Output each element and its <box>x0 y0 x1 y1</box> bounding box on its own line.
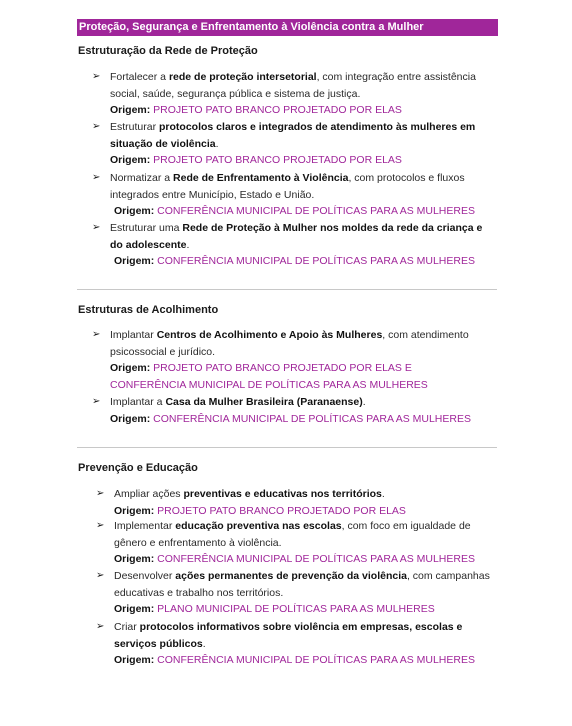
arrow-bullet-icon: ➢ <box>92 222 101 233</box>
item-text-segment: Estruturar uma <box>110 222 183 234</box>
item-text-segment: . <box>186 238 190 251</box>
list-item <box>92 327 492 393</box>
arrow-bullet-icon: ➢ <box>96 520 105 531</box>
list-item <box>96 518 496 568</box>
item-text-emphasis: Casa da Mulher Brasileira (Paranaense) <box>165 396 363 408</box>
origin-label: Origem: <box>110 154 151 166</box>
item-text-segment: Implementar <box>114 520 176 532</box>
item-text <box>110 327 492 360</box>
item-text-emphasis: Rede de Proteção à Mulher nos moldes da rede da criança e do adolescente <box>110 222 483 251</box>
item-text-emphasis: Centros de Acolhimento e Apoio às Mulheres <box>156 329 383 341</box>
item-text-emphasis: ações permanentes de prevenção da violência <box>175 570 407 582</box>
item-origin <box>110 360 470 393</box>
section-divider <box>77 447 497 448</box>
item-text-segment: . <box>215 137 219 150</box>
list-item <box>92 170 492 220</box>
section-heading-acolhimento: Estruturas de Acolhimento <box>78 304 219 316</box>
item-text <box>114 619 496 652</box>
section-banner-title: Proteção, Segurança e Enfrentamento à Violência contra a Mulher <box>77 19 498 36</box>
origin-value: PLANO MUNICIPAL DE POLÍTICAS PARA AS MULHERES <box>154 603 435 615</box>
item-text-segment: . <box>202 637 206 650</box>
item-origin <box>114 253 492 270</box>
item-text-emphasis: rede de proteção intersetorial <box>168 71 317 83</box>
item-origin <box>110 411 492 428</box>
item-origin <box>114 601 496 618</box>
origin-label: Origem: <box>114 504 155 517</box>
item-text-emphasis: educação preventiva nas escolas <box>175 520 342 532</box>
item-text-segment: Implantar <box>110 329 157 341</box>
item-origin <box>114 503 496 520</box>
origin-value: CONFERÊNCIA MUNICIPAL DE POLÍTICAS PARA AS MULHERES <box>154 255 475 267</box>
list-item <box>96 486 496 519</box>
origin-label: Origem: <box>110 104 151 116</box>
list-item <box>92 69 492 119</box>
list-item <box>92 394 492 427</box>
arrow-bullet-icon: ➢ <box>92 396 101 407</box>
item-text-emphasis: Rede de Enfrentamento à Violência <box>173 172 349 184</box>
item-text <box>110 220 492 253</box>
item-text <box>110 69 492 102</box>
item-text-segment: Implantar a <box>110 396 166 408</box>
section-heading-rede-protecao: Estruturação da Rede de Proteção <box>78 45 258 57</box>
item-origin <box>110 152 492 169</box>
item-text-segment: , com integração entre assistência social, saúde, segurança pública e sistema de justiça. <box>110 71 476 100</box>
arrow-bullet-icon: ➢ <box>96 621 105 632</box>
item-text <box>110 394 492 411</box>
list-item <box>92 220 492 270</box>
item-text-emphasis: preventivas e educativas nos territórios <box>183 488 382 500</box>
origin-label: Origem: <box>114 603 155 615</box>
item-origin <box>110 102 492 119</box>
origin-value: PROJETO PATO BRANCO PROJETADO POR ELAS <box>150 154 402 166</box>
item-text-segment: Estruturar <box>110 121 160 133</box>
origin-value: CONFERÊNCIA MUNICIPAL DE POLÍTICAS PARA AS MULHERES <box>154 654 475 666</box>
item-text <box>110 170 492 203</box>
item-text-segment: , com foco em igualdade de gênero e enfrentamento à violência. <box>114 520 471 549</box>
origin-value: CONFERÊNCIA MUNICIPAL DE POLÍTICAS PARA AS MULHERES <box>154 205 475 217</box>
origin-value: PROJETO PATO BRANCO PROJETADO POR ELAS <box>150 104 402 116</box>
arrow-bullet-icon: ➢ <box>92 172 101 183</box>
item-text-segment: , com atendimento psicossocial e jurídico. <box>110 329 469 358</box>
list-item <box>92 119 492 169</box>
arrow-bullet-icon: ➢ <box>92 71 101 82</box>
item-text-segment: . <box>381 488 385 500</box>
origin-value: CONFERÊNCIA MUNICIPAL DE POLÍTICAS PARA AS MULHERES <box>154 553 475 565</box>
arrow-bullet-icon: ➢ <box>92 329 101 340</box>
origin-label: Origem: <box>114 654 155 666</box>
item-text-segment: Criar <box>114 621 140 633</box>
item-text-segment: . <box>362 396 366 408</box>
item-text-segment: , com campanhas educativas e trabalho nos territórios. <box>114 570 490 599</box>
item-origin <box>114 203 492 220</box>
item-text-emphasis: protocolos claros e integrados de atendimento às mulheres em situação de violência <box>110 121 476 150</box>
item-text-emphasis: protocolos informativos sobre violência em empresas, escolas e serviços públicos <box>114 621 463 650</box>
origin-value: CONFERÊNCIA MUNICIPAL DE POLÍTICAS PARA AS MULHERES <box>150 412 471 425</box>
section-heading-prevencao: Prevenção e Educação <box>78 462 198 474</box>
item-text <box>114 486 496 503</box>
origin-label: Origem: <box>110 412 151 425</box>
item-text <box>110 119 492 152</box>
list-item <box>96 568 496 618</box>
item-origin <box>114 652 496 669</box>
item-text-segment: Fortalecer a <box>110 71 169 83</box>
item-text-segment: , com protocolos e fluxos integrados entre Município, Estado e União. <box>110 172 465 201</box>
list-item <box>96 619 496 669</box>
arrow-bullet-icon: ➢ <box>96 570 105 581</box>
item-text-segment: Ampliar ações <box>114 488 184 500</box>
origin-label: Origem: <box>114 205 155 217</box>
arrow-bullet-icon: ➢ <box>96 488 105 499</box>
item-text <box>114 568 496 601</box>
arrow-bullet-icon: ➢ <box>92 121 101 132</box>
origin-value: PROJETO PATO BRANCO PROJETADO POR ELAS E CONFERÊNCIA MUNICIPAL DE POLÍTICAS PARA AS MULHERES <box>110 362 428 391</box>
origin-label: Origem: <box>114 553 155 565</box>
section-divider <box>77 289 497 290</box>
origin-label: Origem: <box>114 255 155 267</box>
origin-value: PROJETO PATO BRANCO PROJETADO POR ELAS <box>154 504 406 517</box>
origin-label: Origem: <box>110 362 151 374</box>
item-origin <box>114 551 496 568</box>
item-text <box>114 518 496 551</box>
item-text-segment: Normatizar a <box>110 172 174 184</box>
item-text-segment: Desenvolver <box>114 570 176 582</box>
